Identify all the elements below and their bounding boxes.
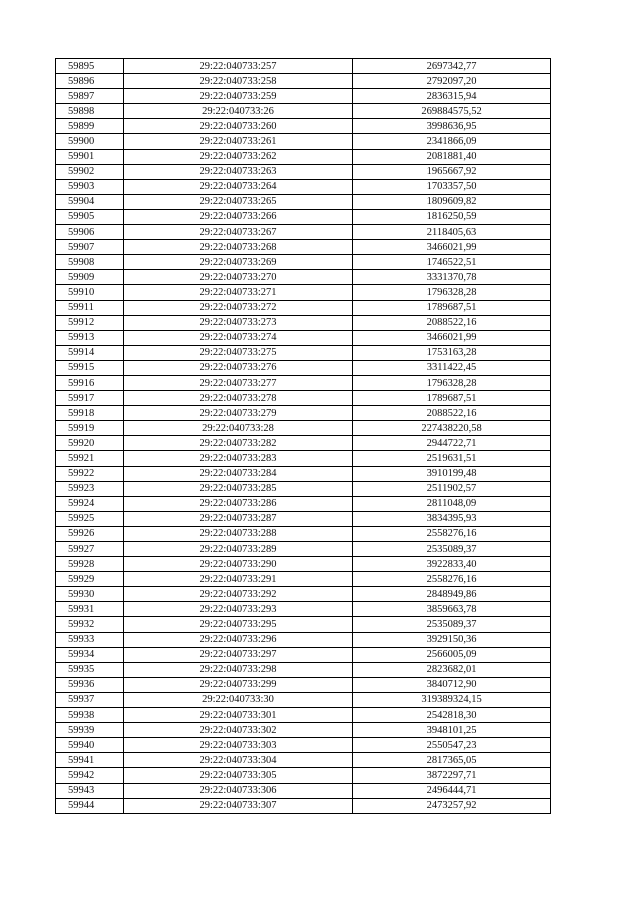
table-row [56,179,551,194]
cadastral-number-cell: 29:22:040733:259 [124,89,353,104]
table-row [56,330,551,345]
row-number-cell: 59941 [56,753,124,768]
table-row [56,436,551,451]
table-row [56,421,551,436]
value-cell: 3466021,99 [353,330,551,345]
row-number-cell: 59936 [56,677,124,692]
value-cell: 3311422,45 [353,360,551,375]
value-cell: 2088522,16 [353,406,551,421]
value-cell: 2811048,09 [353,496,551,511]
row-number-cell: 59930 [56,587,124,602]
row-number-cell: 59932 [56,617,124,632]
row-number-cell: 59937 [56,692,124,707]
value-cell: 3998636,95 [353,119,551,134]
table-row [56,406,551,421]
row-number-cell: 59926 [56,526,124,541]
value-cell: 2118405,63 [353,225,551,240]
table-row [56,360,551,375]
cadastral-number-cell: 29:22:040733:28 [124,421,353,436]
row-number-cell: 59918 [56,406,124,421]
table-row [56,240,551,255]
row-number-cell: 59912 [56,315,124,330]
row-number-cell: 59940 [56,738,124,753]
row-number-cell: 59919 [56,421,124,436]
value-cell: 2542818,30 [353,708,551,723]
table-row [56,481,551,496]
cadastral-number-cell: 29:22:040733:307 [124,798,353,813]
cadastral-number-cell: 29:22:040733:30 [124,692,353,707]
cadastral-number-cell: 29:22:040733:263 [124,164,353,179]
value-cell: 2823682,01 [353,662,551,677]
row-number-cell: 59899 [56,119,124,134]
value-cell: 3466021,99 [353,240,551,255]
table-row [56,677,551,692]
table-row [56,89,551,104]
table-row [56,692,551,707]
row-number-cell: 59922 [56,466,124,481]
value-cell: 2081881,40 [353,149,551,164]
row-number-cell: 59924 [56,496,124,511]
table-row [56,315,551,330]
table-row [56,662,551,677]
cadastral-number-cell: 29:22:040733:282 [124,436,353,451]
value-cell: 2558276,16 [353,526,551,541]
row-number-cell: 59910 [56,285,124,300]
row-number-cell: 59927 [56,542,124,557]
row-number-cell: 59944 [56,798,124,813]
row-number-cell: 59902 [56,164,124,179]
value-cell: 1789687,51 [353,300,551,315]
value-cell: 269884575,52 [353,104,551,119]
value-cell: 2817365,05 [353,753,551,768]
value-cell: 1796328,28 [353,375,551,390]
cadastral-number-cell: 29:22:040733:262 [124,149,353,164]
value-cell: 227438220,58 [353,421,551,436]
value-cell: 2341866,09 [353,134,551,149]
value-cell: 3910199,48 [353,466,551,481]
row-number-cell: 59898 [56,104,124,119]
table-row [56,345,551,360]
value-cell: 3859663,78 [353,602,551,617]
row-number-cell: 59920 [56,436,124,451]
cadastral-number-cell: 29:22:040733:257 [124,59,353,74]
cadastral-value-table [55,58,551,814]
cadastral-number-cell: 29:22:040733:260 [124,119,353,134]
table-row [56,466,551,481]
value-cell: 2566005,09 [353,647,551,662]
row-number-cell: 59923 [56,481,124,496]
row-number-cell: 59900 [56,134,124,149]
table-row [56,542,551,557]
cadastral-number-cell: 29:22:040733:266 [124,209,353,224]
table-row [56,104,551,119]
cadastral-number-cell: 29:22:040733:302 [124,723,353,738]
cadastral-number-cell: 29:22:040733:305 [124,768,353,783]
cadastral-number-cell: 29:22:040733:298 [124,662,353,677]
row-number-cell: 59905 [56,209,124,224]
cadastral-number-cell: 29:22:040733:265 [124,194,353,209]
row-number-cell: 59901 [56,149,124,164]
cadastral-number-cell: 29:22:040733:268 [124,240,353,255]
value-cell: 3331370,78 [353,270,551,285]
row-number-cell: 59934 [56,647,124,662]
table-row [56,391,551,406]
table-row [56,587,551,602]
cadastral-number-cell: 29:22:040733:304 [124,753,353,768]
cadastral-number-cell: 29:22:040733:275 [124,345,353,360]
value-cell: 2944722,71 [353,436,551,451]
value-cell: 2792097,20 [353,74,551,89]
cadastral-number-cell: 29:22:040733:295 [124,617,353,632]
value-cell: 1789687,51 [353,391,551,406]
table-row [56,783,551,798]
value-cell: 2535089,37 [353,617,551,632]
table-row [56,526,551,541]
cadastral-number-cell: 29:22:040733:267 [124,225,353,240]
table-row [56,753,551,768]
table-row [56,798,551,813]
cadastral-number-cell: 29:22:040733:306 [124,783,353,798]
table-row [56,768,551,783]
table-row [56,285,551,300]
value-cell: 2088522,16 [353,315,551,330]
value-cell: 2550547,23 [353,738,551,753]
row-number-cell: 59907 [56,240,124,255]
value-cell: 319389324,15 [353,692,551,707]
value-cell: 2496444,71 [353,783,551,798]
table-row [56,149,551,164]
value-cell: 2473257,92 [353,798,551,813]
table-row [56,557,551,572]
row-number-cell: 59915 [56,360,124,375]
cadastral-number-cell: 29:22:040733:303 [124,738,353,753]
value-cell: 3948101,25 [353,723,551,738]
table-row [56,270,551,285]
cadastral-number-cell: 29:22:040733:292 [124,587,353,602]
row-number-cell: 59935 [56,662,124,677]
table-row [56,496,551,511]
row-number-cell: 59942 [56,768,124,783]
cadastral-number-cell: 29:22:040733:296 [124,632,353,647]
cadastral-number-cell: 29:22:040733:258 [124,74,353,89]
row-number-cell: 59897 [56,89,124,104]
table-row [56,119,551,134]
value-cell: 1816250,59 [353,209,551,224]
cadastral-number-cell: 29:22:040733:26 [124,104,353,119]
value-cell: 2836315,94 [353,89,551,104]
cadastral-number-cell: 29:22:040733:269 [124,255,353,270]
row-number-cell: 59921 [56,451,124,466]
cadastral-number-cell: 29:22:040733:272 [124,300,353,315]
cadastral-number-cell: 29:22:040733:270 [124,270,353,285]
row-number-cell: 59931 [56,602,124,617]
cadastral-number-cell: 29:22:040733:283 [124,451,353,466]
value-cell: 2848949,86 [353,587,551,602]
row-number-cell: 59904 [56,194,124,209]
value-cell: 1753163,28 [353,345,551,360]
cadastral-number-cell: 29:22:040733:274 [124,330,353,345]
row-number-cell: 59903 [56,179,124,194]
value-cell: 3872297,71 [353,768,551,783]
table-row [56,451,551,466]
value-cell: 2511902,57 [353,481,551,496]
table-row [56,617,551,632]
row-number-cell: 59928 [56,557,124,572]
value-cell: 3922833,40 [353,557,551,572]
value-cell: 1809609,82 [353,194,551,209]
table-row [56,194,551,209]
value-cell: 3840712,90 [353,677,551,692]
table-row [56,255,551,270]
row-number-cell: 59929 [56,572,124,587]
row-number-cell: 59913 [56,330,124,345]
table-row [56,572,551,587]
table-row [56,209,551,224]
cadastral-number-cell: 29:22:040733:297 [124,647,353,662]
value-cell: 1796328,28 [353,285,551,300]
row-number-cell: 59914 [56,345,124,360]
cadastral-number-cell: 29:22:040733:288 [124,526,353,541]
cadastral-number-cell: 29:22:040733:276 [124,360,353,375]
table-body [56,59,551,814]
row-number-cell: 59896 [56,74,124,89]
cadastral-number-cell: 29:22:040733:271 [124,285,353,300]
table-row [56,647,551,662]
value-cell: 2519631,51 [353,451,551,466]
table-row [56,602,551,617]
cadastral-number-cell: 29:22:040733:287 [124,511,353,526]
row-number-cell: 59908 [56,255,124,270]
table-row [56,300,551,315]
table-row [56,632,551,647]
cadastral-number-cell: 29:22:040733:273 [124,315,353,330]
value-cell: 1746522,51 [353,255,551,270]
row-number-cell: 59916 [56,375,124,390]
row-number-cell: 59906 [56,225,124,240]
cadastral-number-cell: 29:22:040733:261 [124,134,353,149]
row-number-cell: 59938 [56,708,124,723]
cadastral-number-cell: 29:22:040733:278 [124,391,353,406]
table-row [56,59,551,74]
table-row [56,225,551,240]
row-number-cell: 59917 [56,391,124,406]
value-cell: 3834395,93 [353,511,551,526]
value-cell: 2697342,77 [353,59,551,74]
cadastral-number-cell: 29:22:040733:290 [124,557,353,572]
row-number-cell: 59909 [56,270,124,285]
table-row [56,375,551,390]
row-number-cell: 59925 [56,511,124,526]
table-row [56,134,551,149]
row-number-cell: 59911 [56,300,124,315]
table-row [56,723,551,738]
value-cell: 1703357,50 [353,179,551,194]
row-number-cell: 59943 [56,783,124,798]
cadastral-number-cell: 29:22:040733:286 [124,496,353,511]
value-cell: 3929150,36 [353,632,551,647]
cadastral-number-cell: 29:22:040733:279 [124,406,353,421]
row-number-cell: 59895 [56,59,124,74]
cadastral-number-cell: 29:22:040733:277 [124,375,353,390]
cadastral-number-cell: 29:22:040733:264 [124,179,353,194]
cadastral-number-cell: 29:22:040733:289 [124,542,353,557]
row-number-cell: 59939 [56,723,124,738]
row-number-cell: 59933 [56,632,124,647]
table-row [56,164,551,179]
cadastral-number-cell: 29:22:040733:301 [124,708,353,723]
table-row [56,708,551,723]
table-row [56,738,551,753]
table-row [56,511,551,526]
value-cell: 2558276,16 [353,572,551,587]
cadastral-number-cell: 29:22:040733:291 [124,572,353,587]
cadastral-number-cell: 29:22:040733:284 [124,466,353,481]
cadastral-number-cell: 29:22:040733:299 [124,677,353,692]
cadastral-number-cell: 29:22:040733:285 [124,481,353,496]
value-cell: 1965667,92 [353,164,551,179]
cadastral-number-cell: 29:22:040733:293 [124,602,353,617]
table-row [56,74,551,89]
value-cell: 2535089,37 [353,542,551,557]
